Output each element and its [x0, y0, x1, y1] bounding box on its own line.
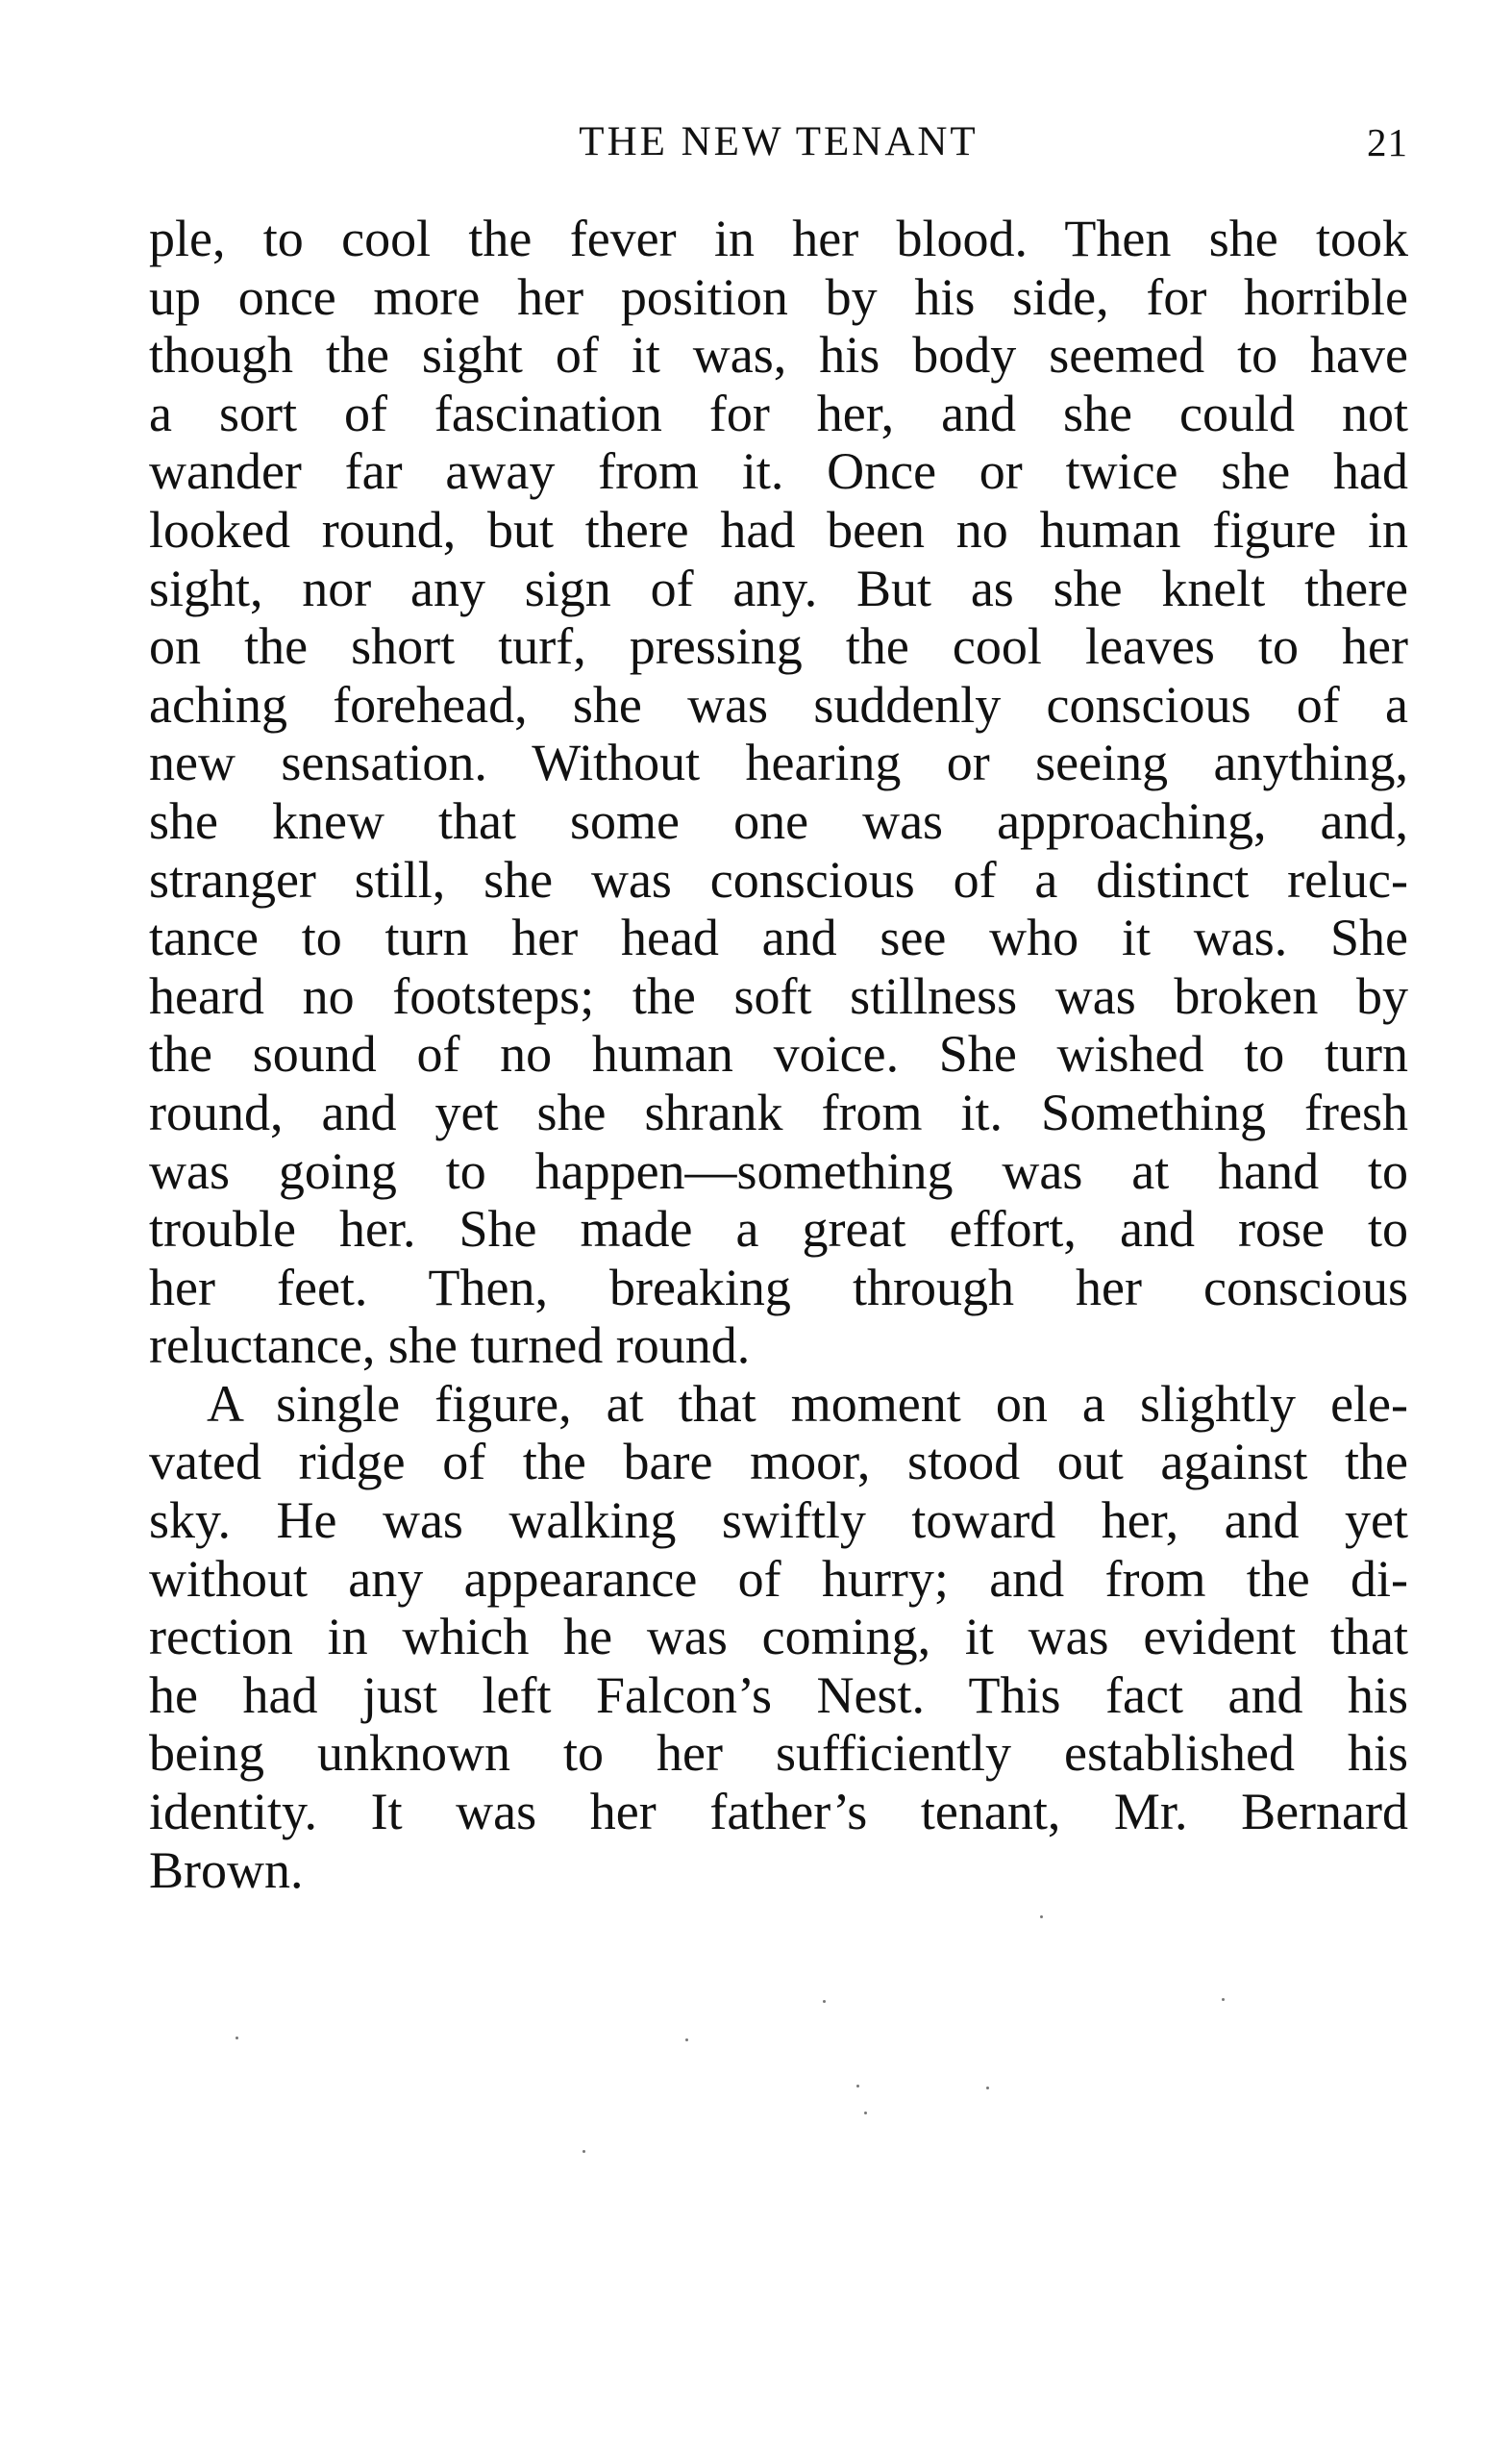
- text-line: was going to happen—something was at hand to: [149, 1141, 1408, 1200]
- scan-speck: [856, 2085, 859, 2088]
- scan-speck: [864, 2112, 867, 2114]
- text-line: rection in which he was coming, it was evident that: [149, 1608, 1408, 1666]
- running-title: THE NEW TENANT: [579, 119, 979, 164]
- scan-speck: [823, 2000, 826, 2003]
- text-line: the sound of no human voice. She wished to turn: [149, 1025, 1408, 1084]
- text-line: ple, to cool the fever in her blood. Then she took: [149, 210, 1408, 267]
- scan-speck: [986, 2087, 989, 2089]
- text-line: round, and yet she shrank from it. Something fresh: [149, 1083, 1408, 1141]
- text-line: trouble her. She made a great effort, and rose to: [149, 1200, 1408, 1259]
- page-header: [149, 113, 1408, 171]
- page-number: 21: [1367, 120, 1408, 164]
- text-line: a sort of fascination for her, and she could not: [149, 384, 1408, 442]
- text-line: her feet. Then, breaking through her conscious: [149, 1258, 1408, 1316]
- text-line: A single figure, at that moment on a slightly ele-: [207, 1374, 1408, 1433]
- text-line: new sensation. Without hearing or seeing anything,: [149, 734, 1408, 792]
- text-line: sight, nor any sign of any. But as she knelt there: [149, 559, 1408, 617]
- text-line: Brown.: [149, 1840, 304, 1899]
- text-line: though the sight of it was, his body seemed to have: [149, 326, 1408, 385]
- text-line: looked round, but there had been no human figure in: [149, 500, 1408, 559]
- scan-speck: [685, 2038, 688, 2041]
- text-line: identity. It was her father’s tenant, Mr. Bernard: [149, 1783, 1408, 1841]
- text-line: on the short turf, pressing the cool leaves to her: [149, 617, 1408, 676]
- paragraph-2: [149, 1375, 1408, 1899]
- text-line: without any appearance of hurry; and from the di-: [149, 1549, 1408, 1608]
- text-line: he had just left Falcon’s Nest. This fact and his: [149, 1665, 1408, 1724]
- scan-speck: [582, 2150, 585, 2153]
- text-line: aching forehead, she was suddenly conscious of a: [149, 675, 1408, 734]
- text-line: being unknown to her sufficiently established his: [149, 1724, 1408, 1783]
- scan-speck: [1222, 1998, 1225, 2001]
- paragraph-1: [149, 210, 1408, 1375]
- text-line: up once more her position by his side, for horrible: [149, 267, 1408, 326]
- text-line: vated ridge of the bare moor, stood out against the: [149, 1433, 1408, 1491]
- text-line: wander far away from it. Once or twice she had: [149, 442, 1408, 501]
- text-line: heard no footsteps; the soft stillness was broken by: [149, 966, 1408, 1025]
- body-text: [149, 210, 1408, 1899]
- scan-speck: [1040, 1915, 1043, 1918]
- text-line: stranger still, she was conscious of a distinct reluc-: [149, 850, 1408, 909]
- scan-speck: [235, 2037, 238, 2039]
- text-line: tance to turn her head and see who it was. She: [149, 909, 1408, 967]
- text-line: she knew that some one was approaching, and,: [149, 791, 1408, 850]
- text-line: sky. He was walking swiftly toward her, and yet: [149, 1491, 1408, 1550]
- text-line: reluctance, she turned round.: [149, 1316, 751, 1375]
